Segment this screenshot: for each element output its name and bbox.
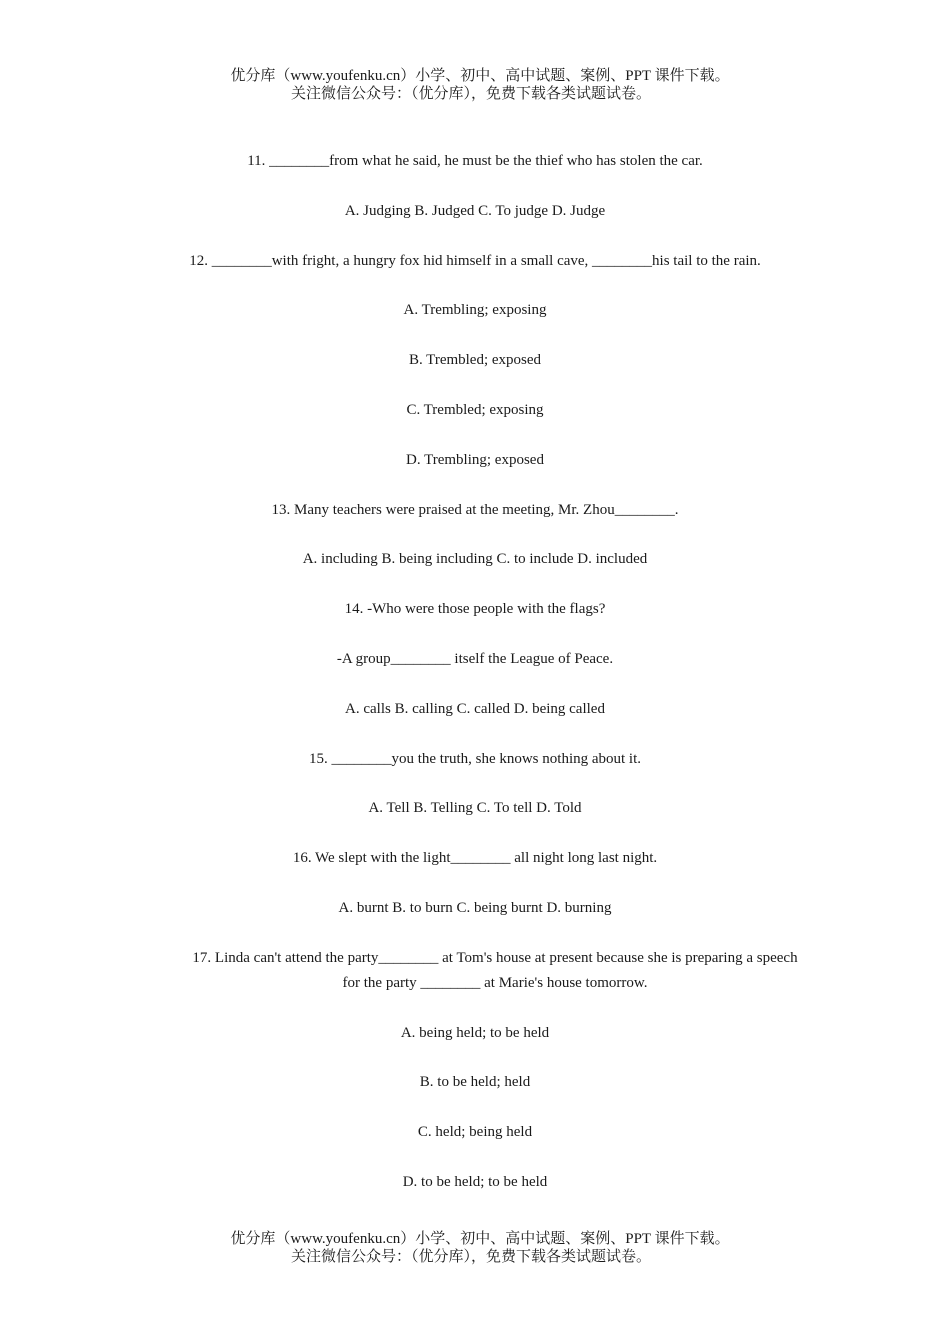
- footer-line-2: 关注微信公众号：（优分库），免费下载各类试题试卷。: [290, 1249, 651, 1265]
- question-16-options: A. burnt B. to burn C. being burnt D. burning: [338, 899, 612, 916]
- header-line-2: 关注微信公众号：（优分库），免费下载各类试题试卷。: [290, 86, 651, 102]
- page-header: [0, 67, 950, 103]
- question-14-options: A. calls B. calling C. called D. being called: [345, 700, 605, 717]
- question-17-option-a: A. being held; to be held: [400, 1024, 550, 1041]
- question-12-option-b: B. Trembled; exposed: [408, 352, 542, 369]
- question-17-stem: 17. Linda can't attend the party________ at Tom's house at present because she is preparing a speech for the party ________ at Marie's house tomorrow.: [192, 949, 798, 991]
- question-12-option-c: C. Trembled; exposing: [406, 401, 544, 418]
- header-line-1: 优分库（www.youfenku.cn）小学、初中、高中试题、案例、PPT 课件下载。: [230, 68, 730, 84]
- question-17-option-d: D. to be held; to be held: [402, 1173, 548, 1190]
- question-12-option-d: D. Trembling; exposed: [406, 451, 544, 468]
- question-17-option-c: C. held; being held: [417, 1124, 533, 1141]
- question-11-stem: 11. ________from what he said, he must be the thief who has stolen the car.: [247, 153, 703, 169]
- question-17-option-b: B. to be held; held: [419, 1074, 531, 1091]
- question-15-options: A. Tell B. Telling C. To tell D. Told: [368, 800, 582, 817]
- question-11-options: A. Judging B. Judged C. To judge D. Judge: [344, 202, 606, 219]
- question-14-stem-reply: -A group________ itself the League of Peace.: [336, 650, 614, 667]
- question-14-stem: 14. -Who were those people with the flags?: [344, 601, 606, 618]
- question-12-stem: 12. ________with fright, a hungry fox hid himself in a small cave, ________his tail to the rain.: [189, 252, 761, 269]
- question-16-stem: 16. We slept with the light________ all night long last night.: [292, 850, 658, 867]
- question-12-option-a: A. Trembling; exposing: [403, 302, 547, 319]
- footer-line-1: 优分库（www.youfenku.cn）小学、初中、高中试题、案例、PPT 课件下载。: [230, 1231, 730, 1247]
- question-13-stem: 13. Many teachers were praised at the meeting, Mr. Zhou________.: [271, 501, 679, 518]
- question-15-stem: 15. ________you the truth, she knows nothing about it.: [308, 750, 642, 767]
- question-13-options: A. including B. being including C. to include D. included: [302, 551, 648, 568]
- question-list: [0, 149, 950, 1220]
- page-footer: [0, 1230, 950, 1266]
